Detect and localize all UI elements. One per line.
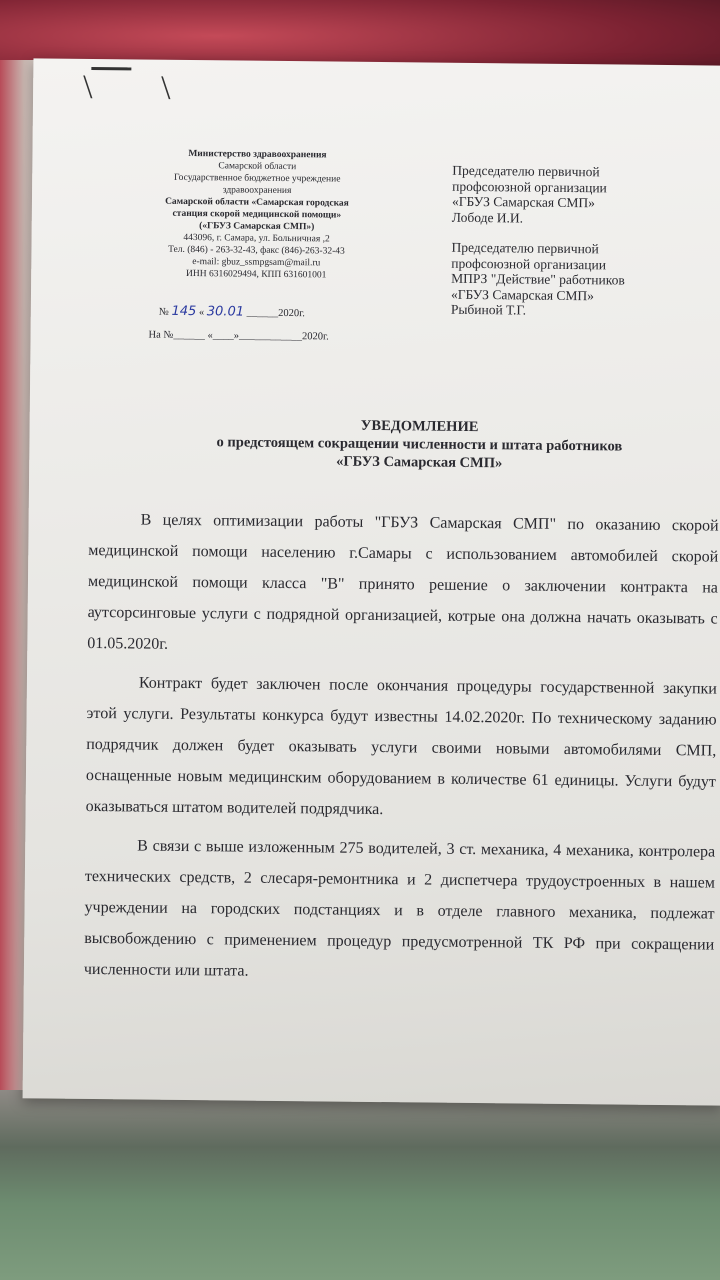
- ref-year: 2020г.: [278, 307, 305, 320]
- org-line: Министерство здравоохранения: [188, 148, 327, 161]
- paragraph: В целях оптимизации работы "ГБУЗ Самарская СМП" по оказанию скорой медицинской помощи населению г.Самары с использованием автомобилей скорой медицинской помощи класса "В" принято решение о заключении контракта на аутсорсинговые услуги с подрядной организацией, котрые она должна начать оказывать с 01.05.2020г.: [87, 511, 719, 653]
- ref-date: 30.01: [206, 304, 245, 320]
- document-body: [84, 504, 719, 1000]
- ref-sep: «: [198, 307, 205, 319]
- paragraph: В связи с выше изложенным 275 водителей, 3 ст. механика, 4 механика, контролера технических средств, 2 слесаря-ремонтника и 2 диспетчера трудоустроенных в нашем учреждении на городских подстанциях и в отделе главного механика, подлежат высвобождению с применением процедур предусмотренной ТК РФ при сокращении численности или штата.: [83, 837, 716, 980]
- org-line: Государственное бюджетное учреждение: [173, 172, 341, 185]
- org-line: ИНН 6316029494, КПП 631601001: [185, 268, 327, 281]
- incoming-reference: На №______ «____»____________2020г.: [148, 329, 329, 343]
- addressee-line: «ГБУЗ Самарская СМП»: [450, 286, 595, 303]
- addressee-line: Председателю первичной: [452, 162, 600, 180]
- addressee-line: «ГБУЗ Самарская СМП»: [451, 193, 596, 211]
- addressee-line: Лободе И.И.: [451, 209, 524, 225]
- title-line: «ГБУЗ Самарская СМП»: [336, 453, 503, 472]
- org-line: станция скорой медицинской помощи»: [172, 208, 342, 221]
- addressee-line: Председателю первичной: [451, 239, 599, 257]
- title-line: о предстоящем сокращении численности и штата работников: [216, 434, 623, 455]
- hole-punch-marks: \ \: [82, 68, 201, 108]
- ref-number: 145: [171, 303, 197, 320]
- org-line: Самарской области: [218, 161, 297, 173]
- organization-header: [131, 147, 382, 282]
- ref-underline: ______: [246, 307, 279, 319]
- org-line: e-mail: gbuz_ssmpgsam@mail.ru: [192, 257, 321, 269]
- org-line: Тел. (846) - 263-32-43, факс (846)-263-32-43: [168, 244, 345, 257]
- paragraph: Контракт будет заключен после окончания процедуры государственной закупки этой услуги. Результаты конкурса будут известны 14.02.2020г. По техническому заданию подрядчик должен будет оказывать услуги своими новыми автомобилями СМП, оснащенные новым медицинским оборудованием в количестве 61 единицы. Услуги будут оказываться штатом водителей подрядчика.: [85, 674, 717, 819]
- org-line: («ГБУЗ Самарская СМП»): [199, 221, 315, 233]
- title-line: УВЕДОМЛЕНИЕ: [360, 417, 479, 436]
- addressee-line: профсоюзной организации: [451, 255, 607, 272]
- outgoing-reference: [159, 304, 305, 321]
- org-line: Самарской области «Самарская городская: [165, 196, 349, 209]
- addressee-line: Рыбиной Т.Г.: [450, 301, 527, 318]
- org-line: 443096, г. Самара, ул. Больничная ,2: [183, 232, 330, 245]
- org-line: здравоохранения: [222, 185, 292, 197]
- background-fabric-bottom: [0, 1090, 720, 1280]
- addressee-2: [451, 240, 692, 320]
- addressee-line: МПРЗ "Действие" работников: [451, 270, 625, 288]
- ref-prefix: №: [158, 306, 169, 318]
- addressee-1: [452, 163, 693, 228]
- document-title: [159, 415, 680, 474]
- addressee-line: профсоюзной организации: [452, 178, 607, 195]
- addressees: [451, 163, 693, 335]
- document-page: [23, 58, 720, 1105]
